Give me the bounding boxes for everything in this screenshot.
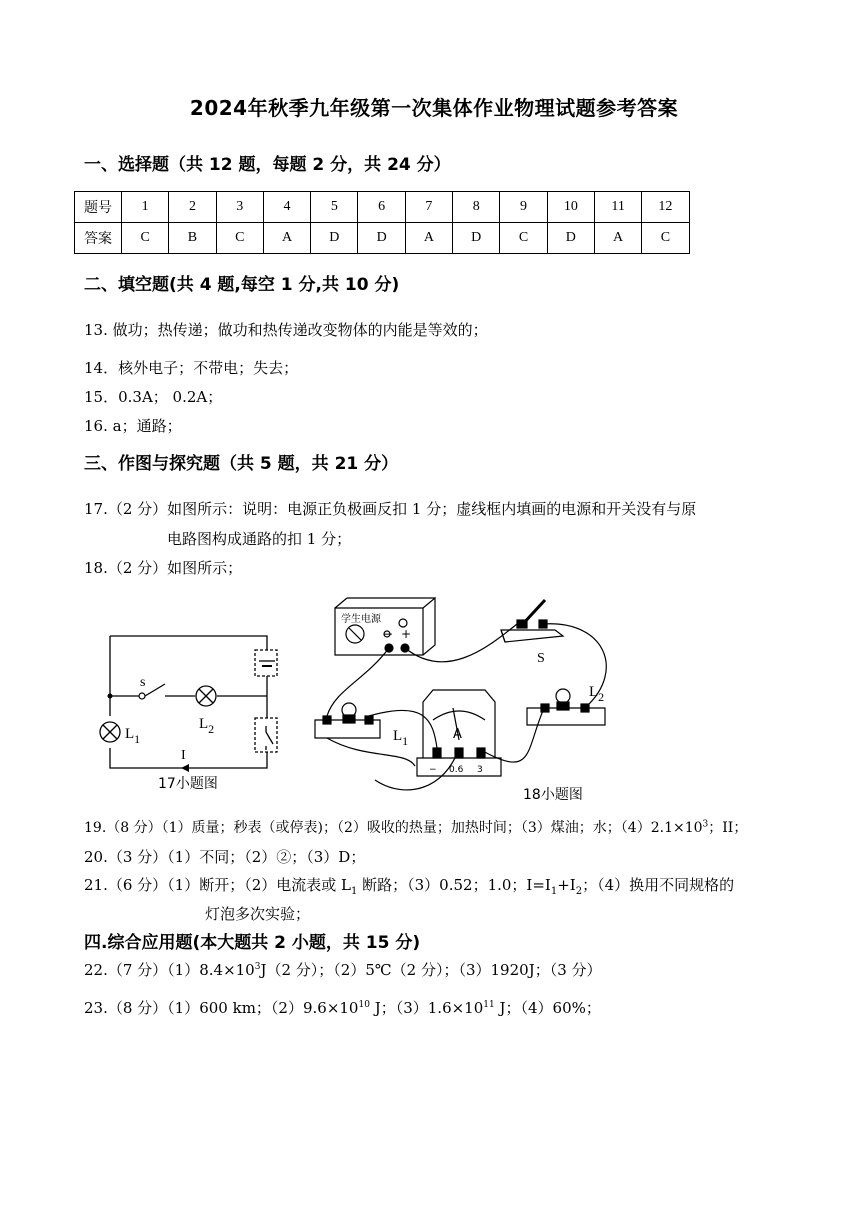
table-cell: 8 [453, 192, 500, 223]
table-cell: D [453, 223, 500, 254]
answer-q17-line1: 17.（2 分）如图所示：说明：电源正负极画反扣 1 分；虚线框内填画的电源和开关没有与原 [84, 500, 697, 518]
table-cell: D [311, 223, 358, 254]
table-cell: B [169, 223, 216, 254]
current-label: I [181, 748, 186, 763]
ammeter-terminal-0-6: 0.6 [449, 765, 464, 775]
answer-table [74, 191, 690, 254]
answer-q14: 14．核外电子；不带电；失去； [84, 359, 299, 377]
table-cell: 6 [358, 192, 405, 223]
lamp-l1-label-18: $L_1$ [393, 728, 409, 748]
table-row [75, 223, 690, 254]
table-cell: 10 [547, 192, 594, 223]
answer-q23: 23.（8 分）（1）600 km；$(2)9.6\times 10^{10}$ J；$(3)1.6\times 10^{11}$ J；（4）60%； [84, 999, 601, 1017]
table-cell: 5 [311, 192, 358, 223]
table-cell: A [405, 223, 452, 254]
table-cell: 12 [642, 192, 689, 223]
table-cell: C [216, 223, 263, 254]
ammeter-terminal-minus: − [429, 765, 437, 775]
table-cell: D [358, 223, 405, 254]
figure-17-caption: 17小题图 [158, 776, 218, 792]
table-cell: A [594, 223, 641, 254]
lamp-l1-label: $L_1$ [125, 726, 141, 746]
table-cell: D [547, 223, 594, 254]
answer-q20: 20.（3 分）（1）不同；（2）②；（3）D； [84, 848, 366, 866]
switch-s-label: S [537, 651, 545, 666]
section-fill-heading: 二、填空题(共 4 题,每空 1 分,共 10 分) [84, 275, 400, 295]
table-cell: 7 [405, 192, 452, 223]
table-cell: A [263, 223, 310, 254]
table-cell: 9 [500, 192, 547, 223]
table-cell: C [642, 223, 689, 254]
table-cell: 2 [169, 192, 216, 223]
table-cell: 1 [122, 192, 169, 223]
answer-q15: 15．0.3A； 0.2A； [84, 388, 223, 406]
table-cell: 3 [216, 192, 263, 223]
circuit-diagram-18 [305, 590, 635, 805]
ammeter-terminal-3: 3 [477, 765, 483, 775]
answer-q21-line2: 灯泡多次实验； [205, 905, 311, 923]
answer-q16: 16. a；通路； [84, 417, 182, 435]
power-supply-label: 学生电源 [341, 614, 381, 625]
table-cell: 4 [263, 192, 310, 223]
table-cell: C [122, 223, 169, 254]
answer-q17-line2: 电路图构成通路的扣 1 分； [167, 530, 352, 548]
section-choice-heading: 一、选择题（共 12 题，每题 2 分，共 24 分） [84, 155, 451, 175]
page-title: 2024年秋季九年级第一次集体作业物理试题参考答案 [189, 96, 679, 120]
switch-label: s [140, 675, 146, 690]
answer-q22: 22.（7 分）$(1)8.4\times 10^3J(2$ 分）；（2）5℃（2 分）；（3）1920J；（3 分） [84, 961, 602, 979]
table-cell: C [500, 223, 547, 254]
answer-q19: 19.（8 分）（1）质量；秒表（或停表)；（2）吸收的热量；加热时间；（3）煤油；水；$(4)2.1\times 10^3$；II； [84, 819, 748, 836]
lamp-l2-label: $L_2$ [199, 716, 215, 736]
figure-18-caption: 18小题图 [523, 787, 583, 803]
lamp-l2-label-18: $L_2$ [589, 684, 605, 704]
answer-q13: 13. 做功；热传递；做功和热传递改变物体的内能是等效的； [84, 321, 488, 339]
section-apply-heading: 四.综合应用题(本大题共 2 小题，共 15 分) [84, 933, 421, 953]
answer-q21-line1: 21.（6 分）（1）断开；（2）电流表或 $L_1$ 断路；（3）0.52；1.0；$I=I_1+I_2$；（4）换用不同规格的 [84, 876, 735, 897]
table-row [75, 192, 690, 223]
section-explore-heading: 三、作图与探究题（共 5 题，共 21 分） [84, 454, 399, 474]
power-minus-label: − [383, 627, 394, 641]
table-header-cell: 答案 [75, 223, 122, 254]
table-header-cell: 题号 [75, 192, 122, 223]
table-cell: 11 [594, 192, 641, 223]
ammeter-label: A [453, 727, 462, 742]
power-plus-label: + [401, 627, 412, 641]
answer-q18: 18.（2 分）如图所示； [84, 559, 243, 577]
